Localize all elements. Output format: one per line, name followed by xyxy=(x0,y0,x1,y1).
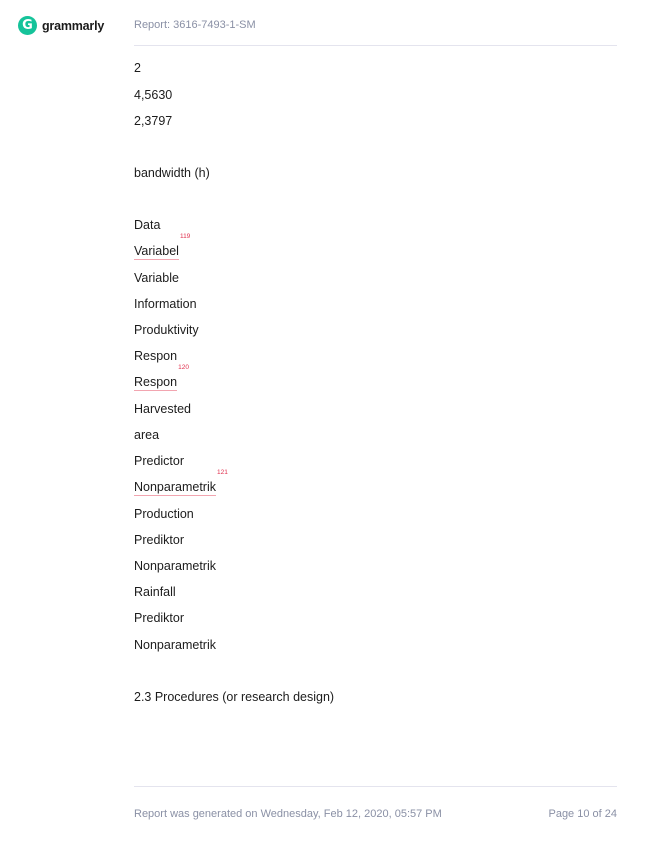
issue-reference-number: 120 xyxy=(178,364,189,371)
text-line xyxy=(134,270,179,286)
line-text: Variable xyxy=(134,271,179,285)
line-text: 4,5630 xyxy=(134,88,173,102)
line-text: Nonparametrik xyxy=(134,559,216,573)
flagged-text-line[interactable] xyxy=(134,233,191,260)
text-line xyxy=(134,610,184,626)
header-divider xyxy=(134,45,617,46)
line-text: Data xyxy=(134,218,161,232)
text-line xyxy=(134,296,197,312)
line-text: Nonparametrik xyxy=(134,638,216,652)
line-text: Predictor xyxy=(134,454,185,468)
page-number: Page 10 of 24 xyxy=(548,808,617,820)
text-line xyxy=(134,348,177,364)
footer-divider xyxy=(134,786,617,787)
issue-reference-number: 121 xyxy=(216,469,228,476)
text-line xyxy=(134,532,184,548)
line-text: Harvested xyxy=(134,402,191,416)
text-line xyxy=(134,558,216,574)
grammarly-logo xyxy=(18,16,104,35)
line-text: Produktivity xyxy=(134,323,199,337)
issue-reference-number: 119 xyxy=(179,233,191,240)
text-line xyxy=(134,427,159,443)
line-text: Variabel xyxy=(134,244,179,258)
grammarly-g-icon: G xyxy=(18,16,37,35)
line-text: Prediktor xyxy=(134,611,185,625)
line-text: Respon xyxy=(134,349,178,363)
text-line xyxy=(134,87,172,103)
text-line xyxy=(134,217,160,233)
line-text: Production xyxy=(134,507,194,521)
line-text: Information xyxy=(134,297,197,311)
text-line xyxy=(134,322,199,338)
line-text: Rainfall xyxy=(134,585,176,599)
text-line xyxy=(134,165,210,181)
flagged-text-line[interactable] xyxy=(134,469,228,496)
line-text: Respon xyxy=(134,375,178,389)
text-line xyxy=(134,113,172,129)
flagged-text-line[interactable] xyxy=(134,364,189,391)
line-text: area xyxy=(134,428,160,442)
line-text: Nonparametrik xyxy=(134,480,216,494)
line-text: 2,3797 xyxy=(134,114,173,128)
line-text: bandwidth (h) xyxy=(134,166,210,180)
logo-text: grammarly xyxy=(42,18,105,33)
text-line xyxy=(134,60,141,76)
line-text: Prediktor xyxy=(134,533,185,547)
text-line xyxy=(134,584,176,600)
line-text: 2.3 Procedures (or research design) xyxy=(134,690,335,704)
generated-timestamp: Report was generated on Wednesday, Feb 12, 2020, 05:57 PM xyxy=(134,808,442,820)
text-line xyxy=(134,506,194,522)
report-id: Report: 3616-7493-1-SM xyxy=(134,19,256,31)
text-line xyxy=(134,637,216,653)
text-line xyxy=(134,401,191,417)
line-text: 2 xyxy=(134,61,141,75)
text-line xyxy=(134,453,184,469)
text-line xyxy=(134,689,334,705)
